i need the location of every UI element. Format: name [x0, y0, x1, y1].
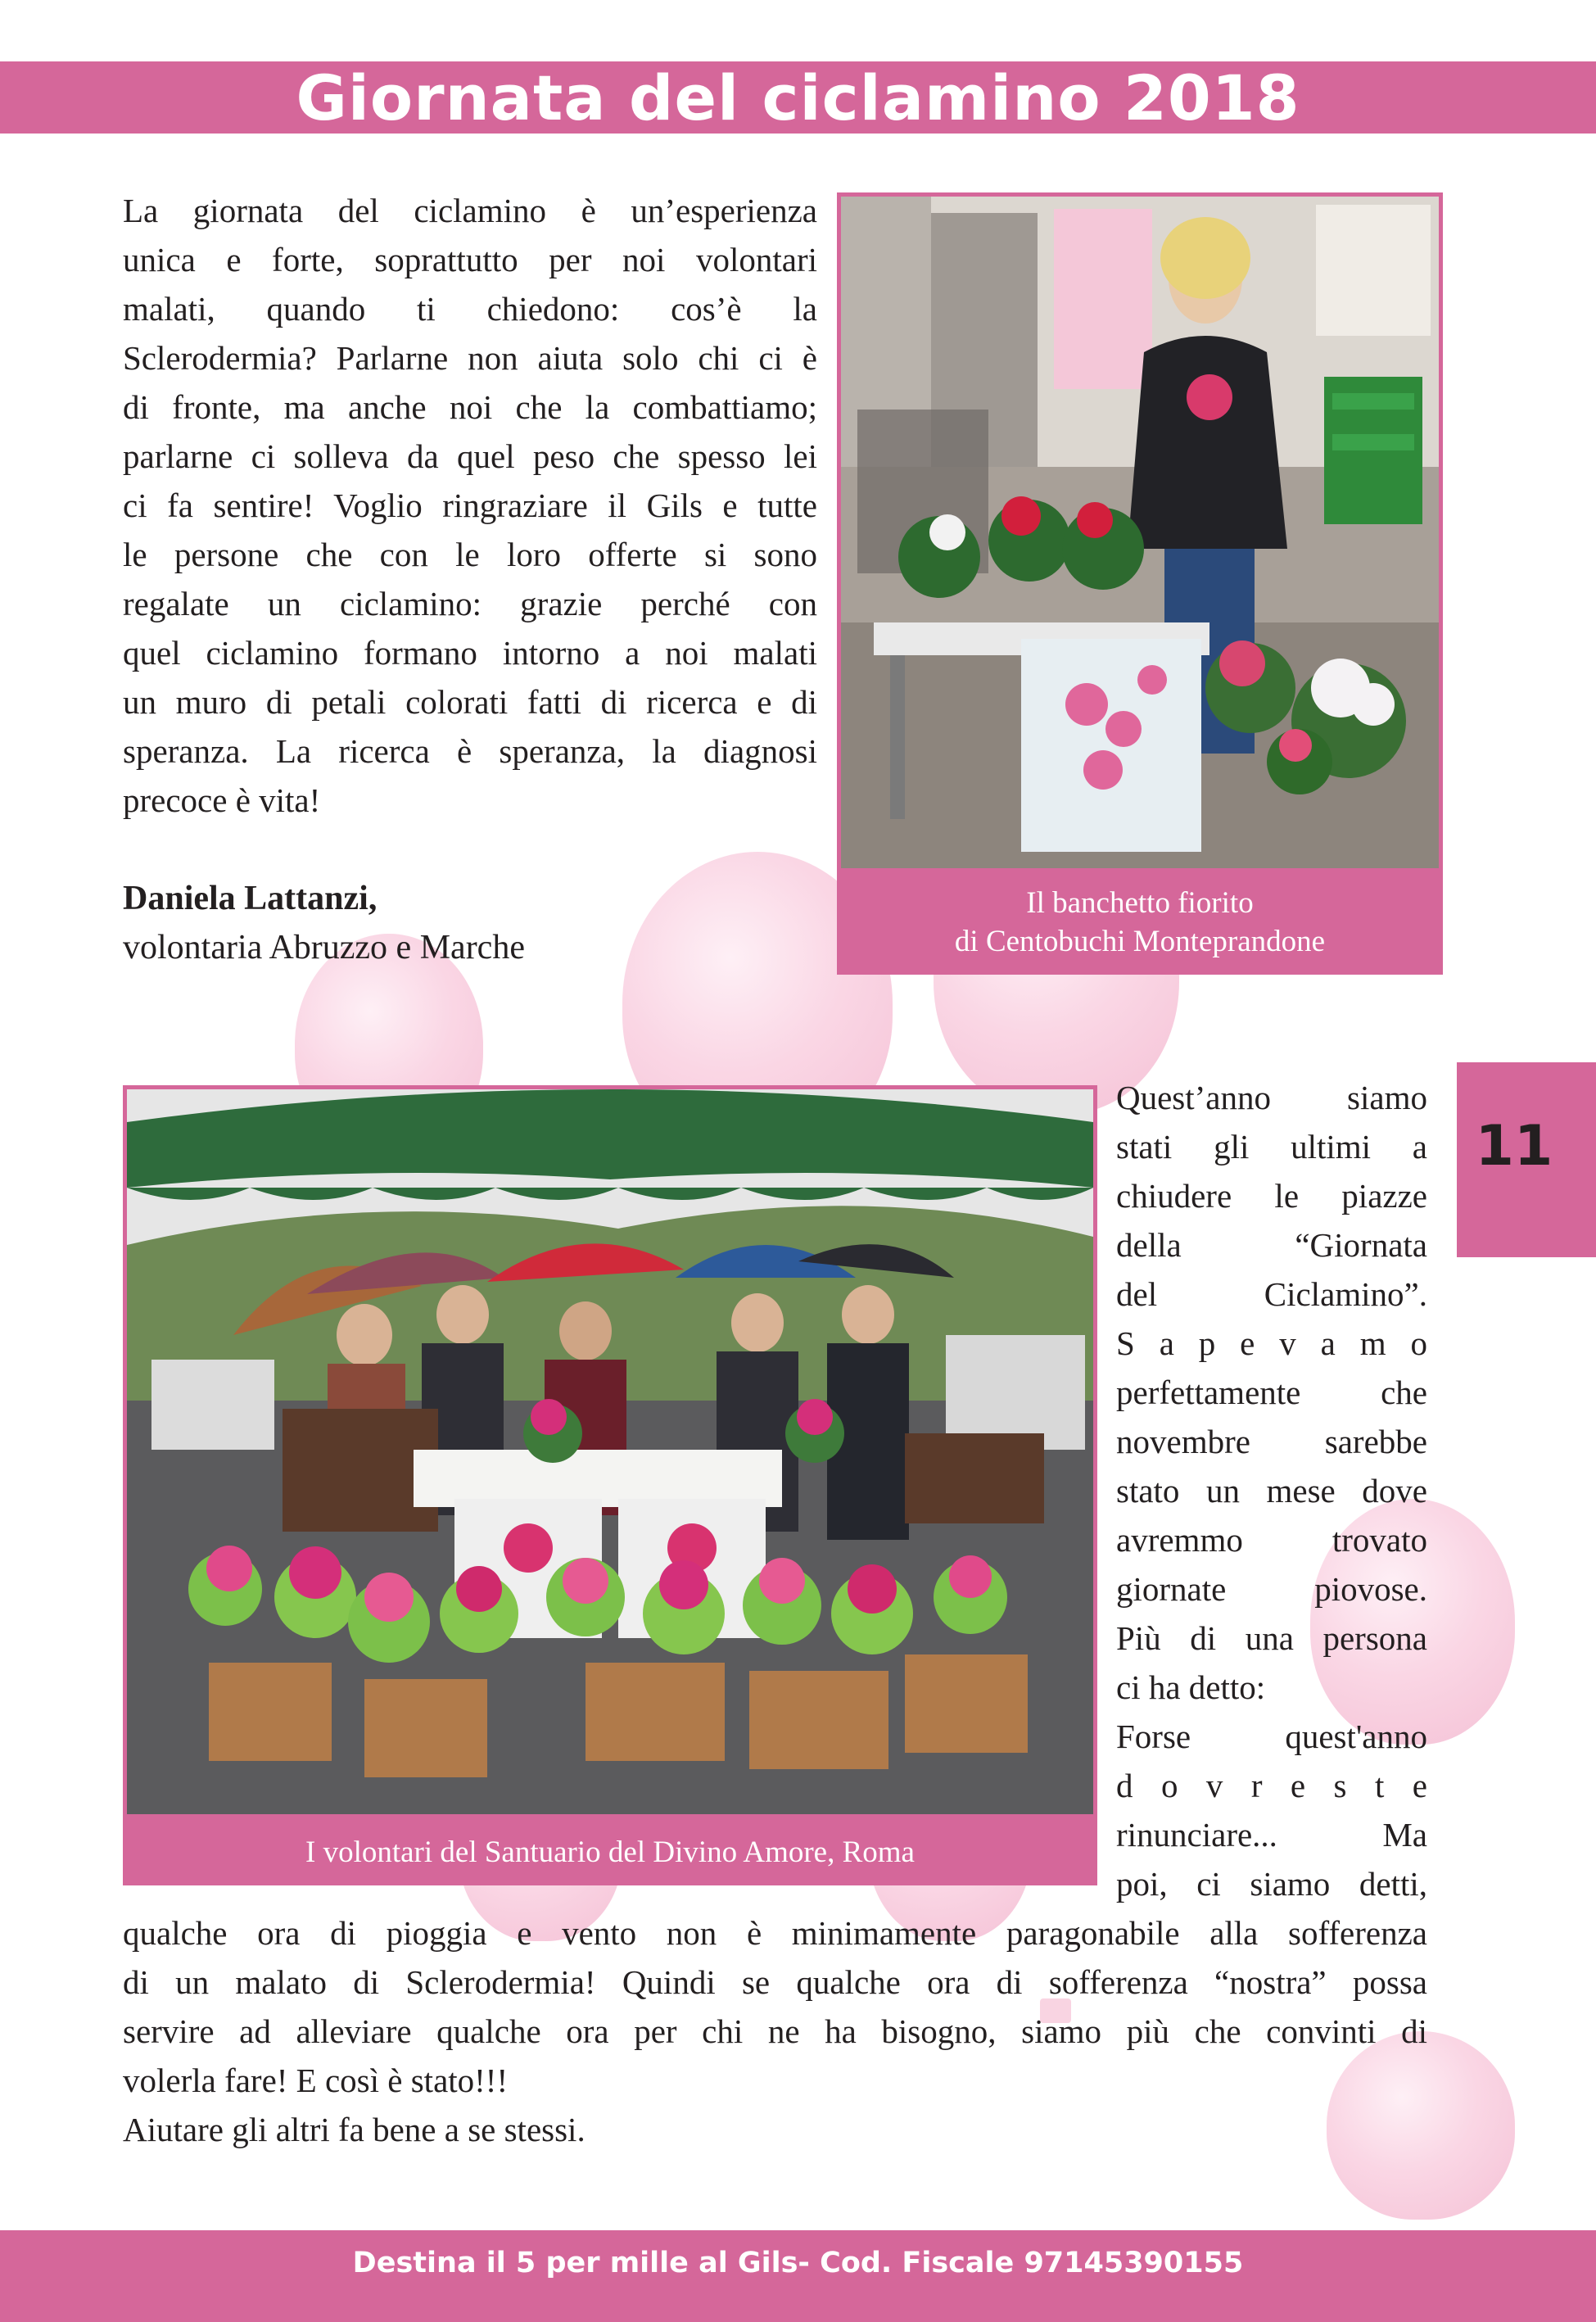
author-name: Daniela Lattanzi, [123, 880, 378, 917]
intro-line: ci fa sentire! Voglio ringraziare il Gils e tutte [123, 487, 817, 524]
intro-line: speranza. La ricerca è speranza, la diagnosi [123, 732, 817, 770]
caption-line: di Centobuchi Monteprandone [954, 925, 1326, 958]
volunteers-photo-image [127, 1089, 1093, 1814]
story-line: qualche ora di pioggia e vento non è minimamente paragonabile alla sofferenza [123, 1914, 1427, 1952]
story-wide-paragraph [123, 1908, 1427, 2154]
story-line: chiudere le piazze [1116, 1177, 1427, 1215]
intro-line: un muro di petali colorati fatti di ricerca e di [123, 683, 817, 721]
intro-line: regalate un ciclamino: grazie perché con [123, 585, 817, 622]
intro-line: Sclerodermia? Parlarne non aiuta solo chi ci è [123, 339, 817, 377]
story-line: Più di una persona [1116, 1619, 1427, 1657]
story-line: Forse quest'anno [1116, 1718, 1427, 1755]
page-number: 11 [1475, 1114, 1553, 1179]
story-line: Aiutare gli altri fa bene a se stessi. [123, 2111, 586, 2148]
story-line: Quest’anno siamo [1116, 1079, 1427, 1116]
story-line: rinunciare... Ma [1116, 1816, 1427, 1854]
intro-paragraph [123, 186, 817, 825]
story-line: giornate piovose. [1116, 1570, 1427, 1608]
intro-line: parlarne ci solleva da quel peso che spesso lei [123, 437, 817, 475]
story-line: volerla fare! E così è stato!!! [123, 2062, 509, 2099]
photo-stall-caption [837, 872, 1443, 975]
caption-line: I volontari del Santuario del Divino Amore, Roma [305, 1835, 915, 1869]
story-line: avremmo trovato [1116, 1521, 1427, 1559]
story-line: di un malato di Sclerodermia! Quindi se qualche ora di sofferenza “nostra” possa [123, 1963, 1427, 2001]
story-line: del Ciclamino”. [1116, 1275, 1427, 1313]
photo-volunteers [123, 1085, 1097, 1818]
intro-line: La giornata del ciclamino è un’esperienza [123, 192, 817, 229]
story-line: stati gli ultimi a [1116, 1128, 1427, 1166]
story-line: servire ad alleviare qualche ora per chi ne ha bisogno, siamo più che convinti di [123, 2012, 1427, 2050]
intro-line: precoce è vita! [123, 781, 321, 819]
intro-line: di fronte, ma anche noi che la combattiamo; [123, 388, 817, 426]
author-role: volontaria Abruzzo e Marche [123, 929, 525, 966]
intro-line: le persone che con le loro offerte si sono [123, 536, 817, 573]
footer-text: Destina il 5 per mille al Gils- Cod. Fiscale 97145390155 [352, 2247, 1244, 2279]
page-title: Giornata del ciclamino 2018 [296, 61, 1300, 134]
intro-line: unica e forte, soprattutto per noi volontari [123, 241, 817, 278]
caption-line: Il banchetto fiorito [1026, 886, 1254, 920]
story-line: della “Giornata [1116, 1226, 1427, 1264]
story-line: ci ha detto: [1116, 1668, 1266, 1706]
intro-line: quel ciclamino formano intorno a noi malati [123, 634, 817, 672]
intro-line: malati, quando ti chiedono: cos’è la [123, 290, 817, 328]
story-right-column [1116, 1073, 1427, 1908]
story-line: novembre sarebbe [1116, 1423, 1427, 1460]
story-line: stato un mese dove [1116, 1472, 1427, 1510]
story-line: d o v r e s t e [1116, 1767, 1427, 1804]
photo-stall [837, 192, 1443, 872]
photo-volunteers-caption [123, 1818, 1097, 1885]
stall-photo-image [841, 197, 1439, 868]
story-line: poi, ci siamo detti, [1116, 1865, 1427, 1903]
story-line: S a p e v a m o [1116, 1324, 1427, 1362]
story-line: perfettamente che [1116, 1374, 1427, 1411]
